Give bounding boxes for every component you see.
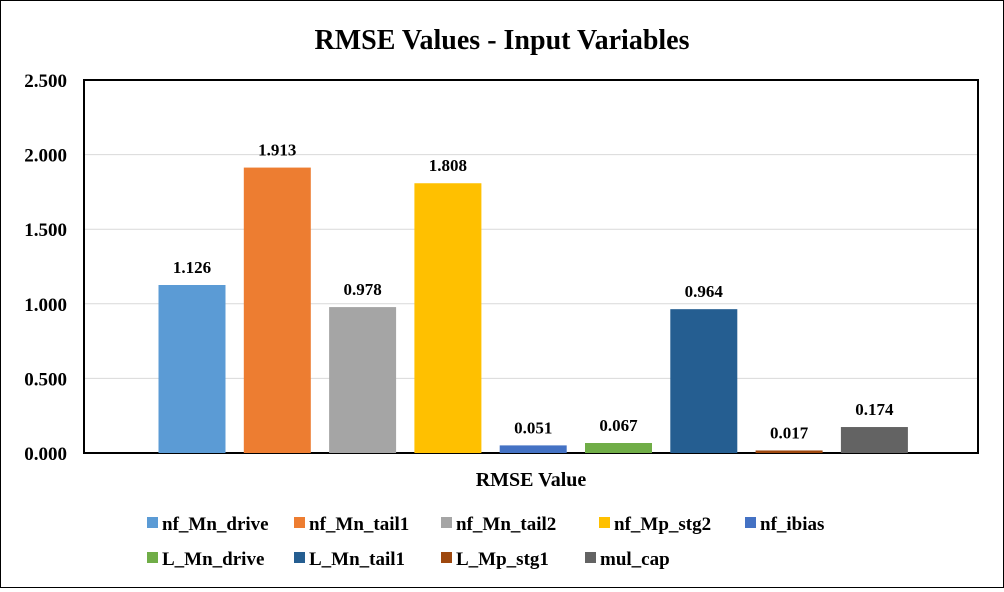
legend-item-nf_Mp_stg2 — [599, 514, 711, 535]
y-tick-label: 2.500 — [24, 71, 67, 92]
y-tick-label: 0.000 — [24, 444, 67, 465]
legend-label: L_Mp_stg1 — [456, 549, 549, 570]
bar-nf_Mn_tail2 — [329, 307, 396, 453]
chart-title: RMSE Values - Input Variables — [314, 25, 690, 56]
bar-L_Mn_drive — [585, 443, 652, 453]
legend-item-L_Mn_tail1 — [294, 549, 405, 570]
bar-L_Mn_tail1 — [670, 309, 737, 453]
y-axis-ticks — [24, 71, 67, 465]
legend-swatch — [147, 517, 158, 528]
legend-label: nf_Mn_tail1 — [309, 514, 410, 535]
legend-swatch — [441, 517, 452, 528]
data-label-nf_Mn_tail2: 0.978 — [343, 280, 382, 300]
data-label-nf_Mn_drive: 1.126 — [172, 258, 212, 278]
data-label-nf_Mp_stg2: 1.808 — [428, 156, 468, 176]
bar-nf_Mp_stg2 — [414, 183, 481, 453]
y-tick-label: 2.000 — [24, 145, 67, 167]
data-label-mul_cap: 0.174 — [855, 400, 894, 420]
legend-item-L_Mp_stg1 — [441, 549, 549, 570]
legend-item-L_Mn_drive — [147, 549, 264, 570]
bar-L_Mp_stg1 — [756, 450, 823, 453]
bar-mul_cap — [841, 427, 908, 453]
legend-swatch — [147, 552, 158, 563]
bar-chart — [1, 1, 1003, 587]
legend-item-nf_Mn_tail1 — [294, 514, 409, 535]
legend-swatch — [585, 552, 596, 563]
bars — [159, 168, 908, 453]
legend — [147, 514, 824, 570]
legend-swatch — [294, 552, 305, 563]
y-tick-label: 1.000 — [24, 294, 67, 316]
legend-label: mul_cap — [600, 549, 670, 570]
legend-label: L_Mn_drive — [162, 549, 265, 570]
data-label-nf_ibias: 0.051 — [514, 418, 553, 438]
legend-label: L_Mn_tail1 — [309, 549, 406, 570]
data-label-L_Mn_tail1: 0.964 — [684, 282, 723, 302]
legend-item-nf_Mn_tail2 — [441, 514, 556, 535]
legend-label: nf_Mn_drive — [162, 514, 269, 535]
legend-label: nf_Mp_stg2 — [614, 514, 712, 535]
y-tick-label: 1.500 — [24, 220, 67, 242]
legend-swatch — [599, 517, 610, 528]
legend-swatch — [294, 517, 305, 528]
bar-nf_Mn_tail1 — [244, 168, 311, 453]
data-label-nf_Mn_tail1: 1.913 — [258, 140, 297, 160]
legend-label: nf_ibias — [760, 514, 825, 535]
data-label-L_Mp_stg1: 0.017 — [769, 423, 809, 443]
legend-label: nf_Mn_tail2 — [456, 514, 557, 535]
data-label-L_Mn_drive: 0.067 — [599, 416, 638, 436]
legend-item-nf_Mn_drive — [147, 514, 269, 535]
legend-swatch — [441, 552, 452, 563]
legend-swatch — [745, 517, 756, 528]
bar-nf_Mn_drive — [159, 285, 226, 453]
bar-nf_ibias — [500, 445, 567, 453]
x-axis-label: RMSE Value — [475, 469, 587, 491]
legend-item-nf_ibias — [745, 514, 824, 535]
legend-item-mul_cap — [585, 549, 670, 570]
y-tick-label: 0.500 — [24, 369, 67, 391]
